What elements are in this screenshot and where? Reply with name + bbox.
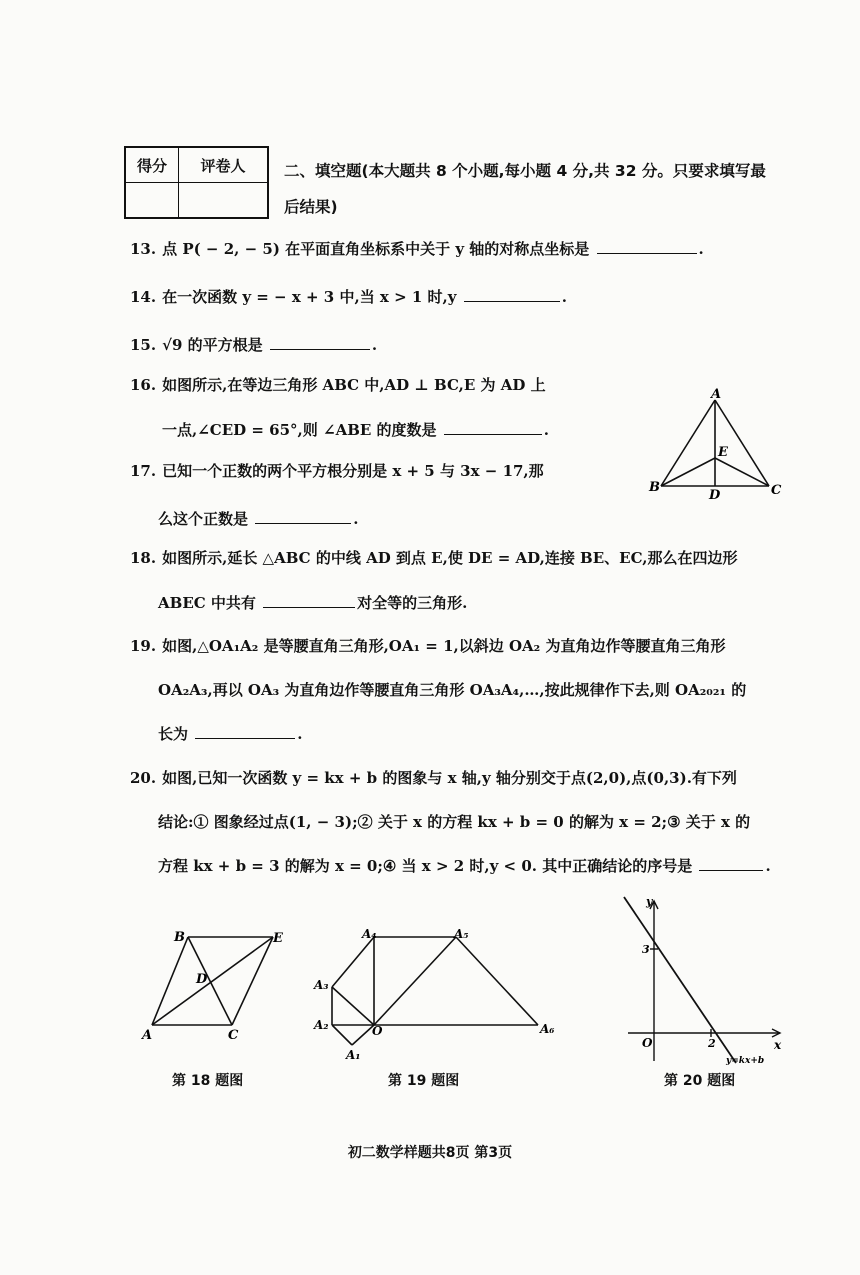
- figure-18: [140, 925, 290, 1045]
- score-label: 得分: [125, 147, 179, 183]
- fig16-label-a: A: [711, 388, 722, 402]
- fig20-x-intercept: 2: [708, 1037, 716, 1050]
- answer-blank-14[interactable]: [464, 287, 560, 302]
- question-19-line2: OA₂A₃,再以 OA₃ 为直角边作等腰直角三角形 OA₃A₄,…,按此规律作下去,则 OA₂₀₂₁ 的: [158, 681, 747, 699]
- fig16-label-c: C: [771, 483, 782, 498]
- fig20-origin-label: O: [642, 1036, 653, 1050]
- fig19-label-a5: A₅: [454, 927, 469, 941]
- question-18: 18. 如图所示,延长 △ABC 的中线 AD 到点 E,使 DE = AD,连接 BE、EC,那么在四边形: [130, 549, 738, 567]
- fig19-label-a3: A₃: [314, 978, 329, 992]
- figure-20-caption: 第 20 题图: [664, 1073, 736, 1089]
- question-19: 19. 如图,△OA₁A₂ 是等腰直角三角形,OA₁ = 1,以斜边 OA₂ 为直角边作等腰直角三角形: [130, 637, 726, 655]
- score-table: [124, 146, 269, 219]
- question-17: 17. 已知一个正数的两个平方根分别是 x + 5 与 3x − 17,那: [130, 462, 544, 480]
- fig18-label-e: E: [273, 931, 283, 946]
- figure-19: [308, 925, 558, 1063]
- page-footer: 初二数学样题共8页 第3页: [347, 1145, 513, 1161]
- fig19-label-a2: A₂: [314, 1018, 329, 1032]
- fig19-label-a4: A₄: [362, 927, 377, 941]
- fig20-x-axis-label: x: [774, 1038, 782, 1052]
- answer-blank-15[interactable]: [270, 335, 370, 350]
- fig19-label-a6: A₆: [540, 1022, 555, 1036]
- question-20: 20. 如图,已知一次函数 y = kx + b 的图象与 x 轴,y 轴分别交于点(2,0),点(0,3).有下列: [130, 769, 737, 787]
- score-cell: [125, 183, 179, 219]
- grader-cell: [179, 183, 269, 219]
- fig16-label-b: B: [649, 480, 660, 495]
- figure-20-svg: [620, 893, 790, 1065]
- fig16-label-e: E: [718, 445, 728, 460]
- question-20-line2: 结论:① 图象经过点(1, − 3);② 关于 x 的方程 kx + b = 0 的解为 x = 2;③ 关于 x 的: [158, 813, 751, 831]
- answer-blank-18[interactable]: [263, 593, 355, 608]
- fig20-line-label: y=kx+b: [726, 1056, 765, 1065]
- fig19-label-a1: A₁: [346, 1048, 361, 1062]
- fig18-label-d: D: [196, 972, 208, 987]
- question-19-line3: 长为 .: [158, 725, 303, 743]
- answer-blank-19[interactable]: [195, 724, 295, 739]
- fig20-y-axis-label: y: [646, 895, 653, 908]
- answer-blank-16[interactable]: [444, 420, 542, 435]
- fig20-y-intercept: 3: [642, 943, 650, 956]
- question-16: 16. 如图所示,在等边三角形 ABC 中,AD ⊥ BC,E 为 AD 上: [130, 376, 546, 394]
- fig18-label-a: A: [142, 1028, 153, 1043]
- figure-16-svg: [645, 388, 785, 500]
- fig18-label-c: C: [228, 1028, 239, 1043]
- question-16-line2: 一点,∠CED = 65°,则 ∠ABE 的度数是 .: [162, 421, 550, 439]
- figure-19-svg: [308, 925, 558, 1063]
- fig19-label-o: O: [372, 1024, 383, 1038]
- question-15: 15. √9 的平方根是 .: [130, 336, 378, 354]
- figure-16: [645, 388, 785, 500]
- fig18-label-b: B: [174, 930, 185, 945]
- figure-18-caption: 第 18 题图: [172, 1073, 244, 1089]
- question-18-line2: ABEC 中共有 对全等的三角形.: [158, 594, 468, 612]
- question-20-line3: 方程 kx + b = 3 的解为 x = 0;④ 当 x > 2 时,y < 0. 其中正确结论的序号是 .: [158, 857, 771, 875]
- figure-20: [620, 893, 790, 1065]
- answer-blank-13[interactable]: [597, 239, 697, 254]
- grader-label: 评卷人: [179, 147, 269, 183]
- section-title: 二、填空题(本大题共 8 个小题,每小题 4 分,共 32 分。只要求填写最 后结果): [284, 162, 766, 216]
- question-13: 13. 点 P( − 2, − 5) 在平面直角坐标系中关于 y 轴的对称点坐标是 .: [130, 240, 704, 258]
- question-17-line2: 么这个正数是 .: [158, 510, 359, 528]
- answer-blank-17[interactable]: [255, 509, 351, 524]
- question-14: 14. 在一次函数 y = − x + 3 中,当 x > 1 时,y .: [130, 288, 567, 306]
- fig16-label-d: D: [709, 488, 721, 500]
- figure-18-svg: [140, 925, 290, 1045]
- figure-19-caption: 第 19 题图: [388, 1073, 460, 1089]
- answer-blank-20[interactable]: [699, 856, 763, 871]
